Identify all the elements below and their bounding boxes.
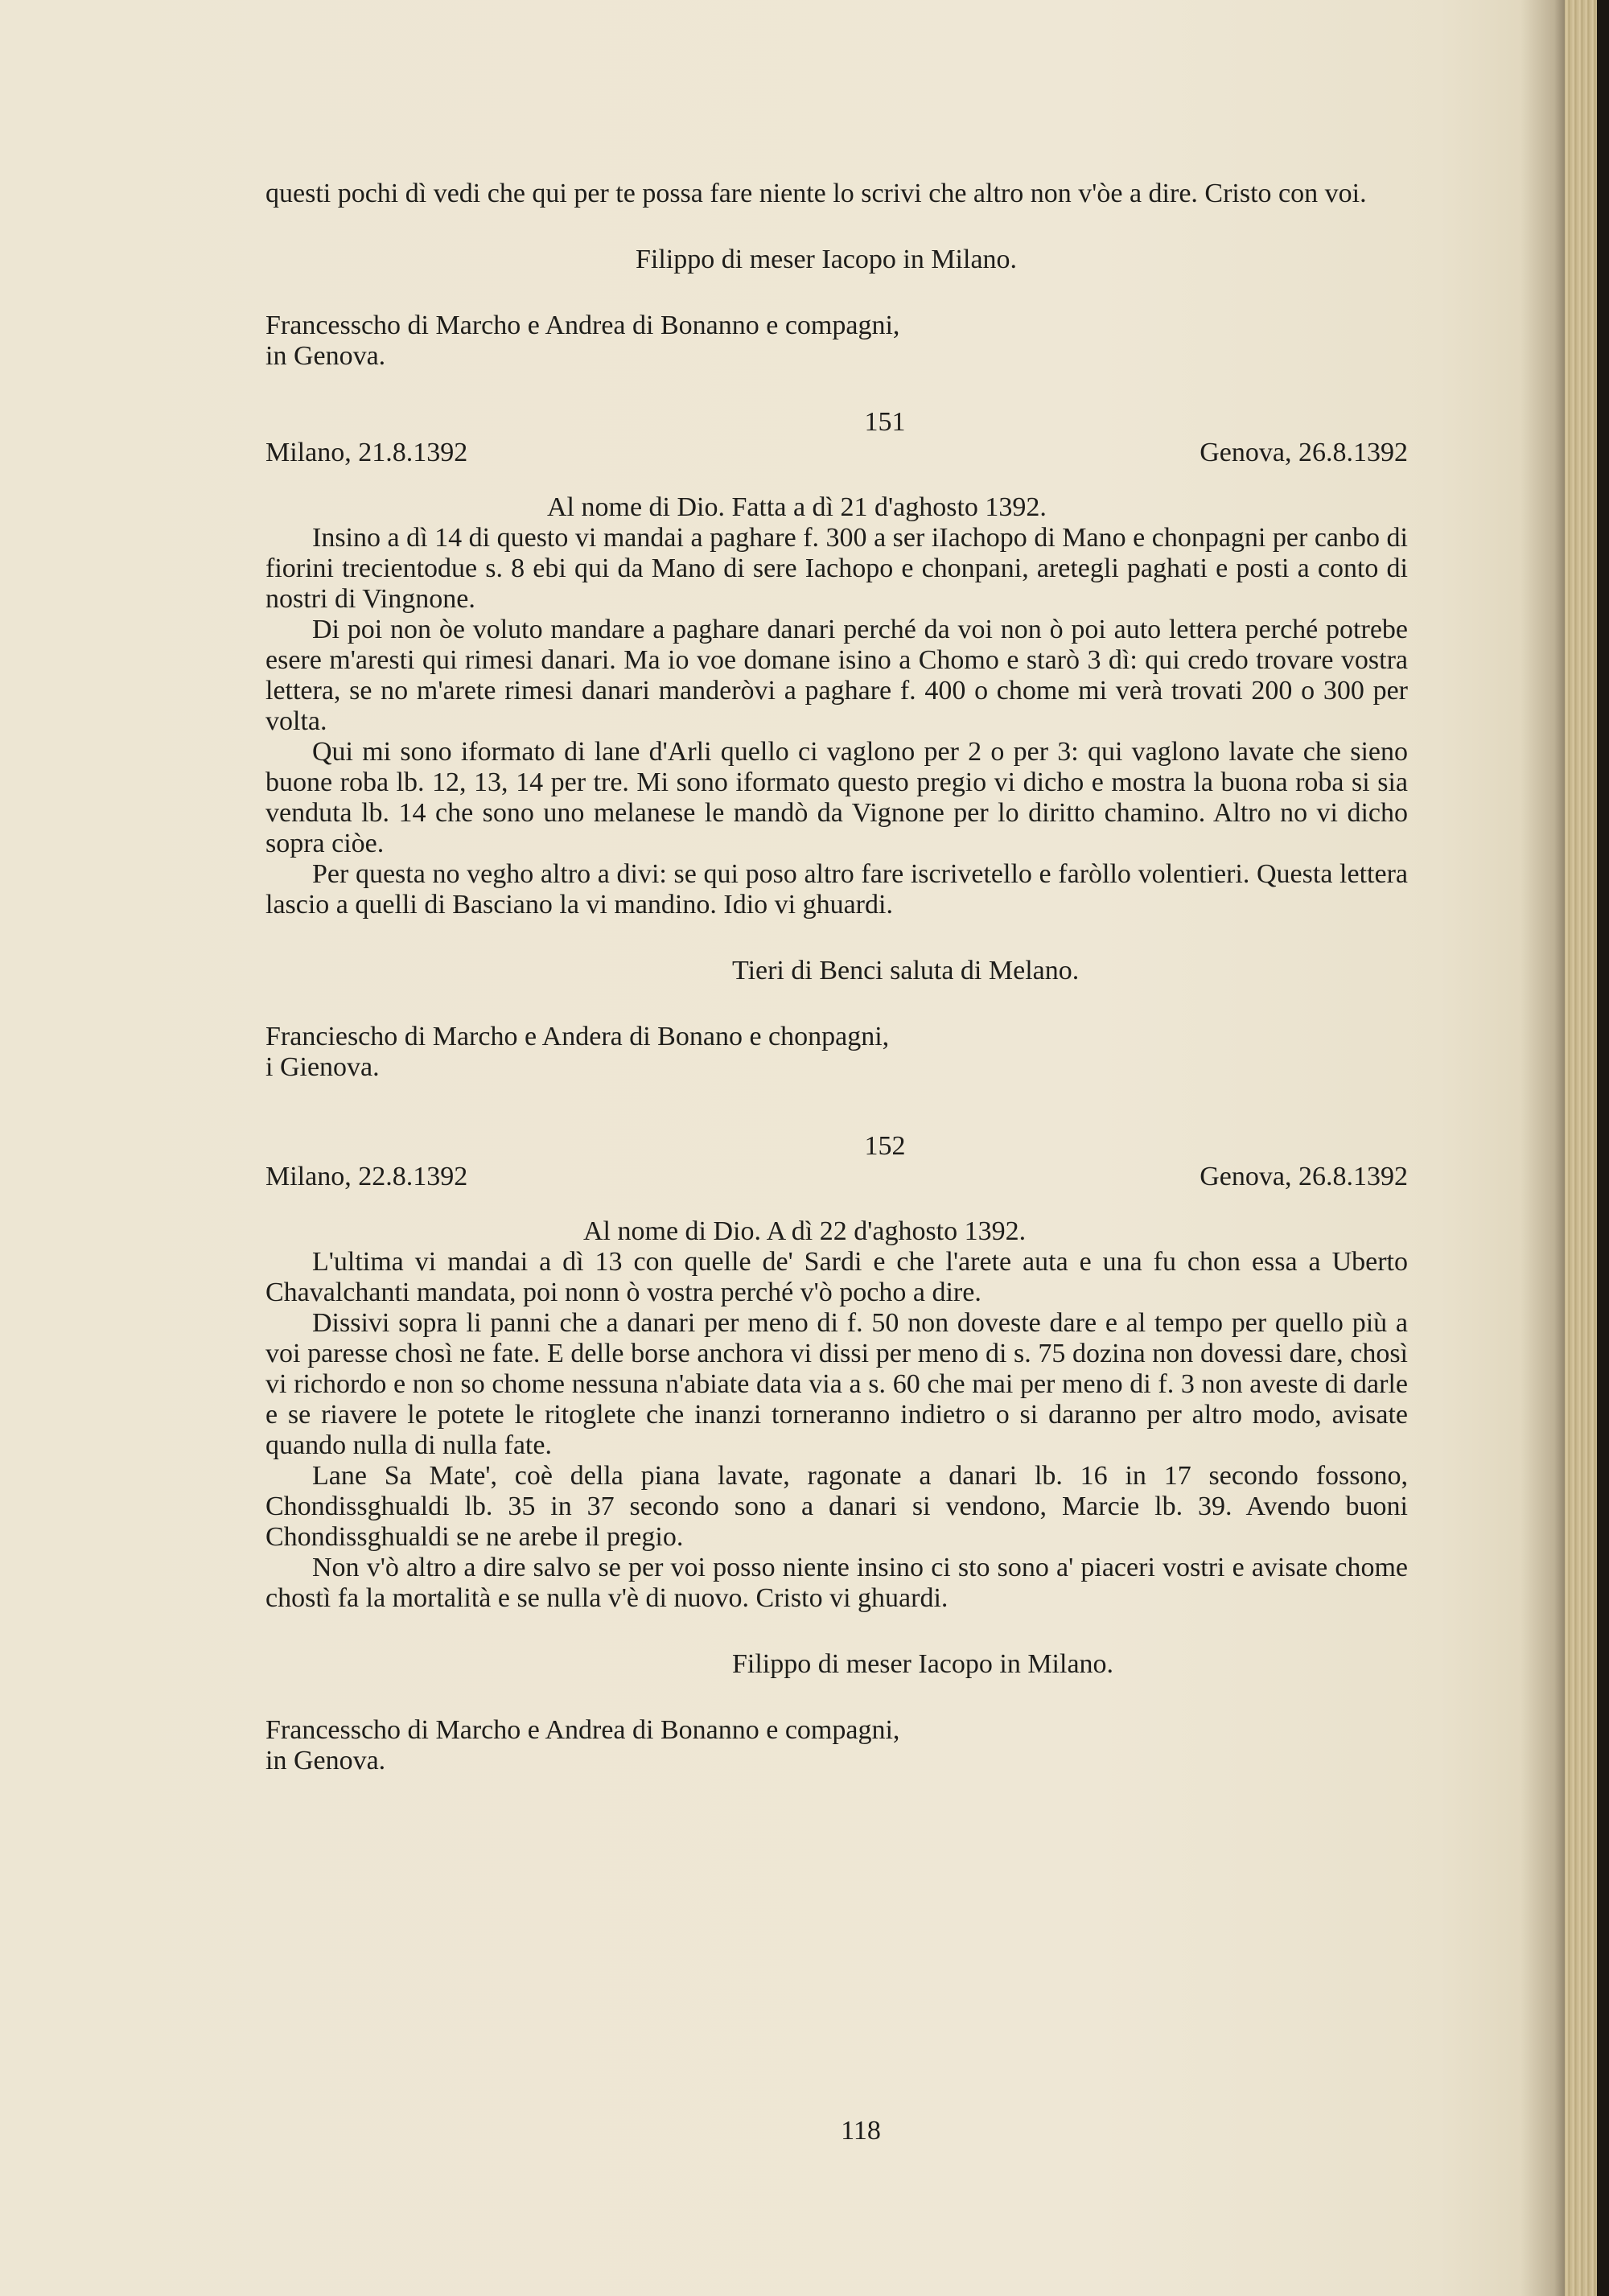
page-number: 118 bbox=[841, 2116, 881, 2146]
main-text bbox=[265, 179, 1408, 1776]
letter-151-origin-date: Milano, 21.8.1392 bbox=[265, 438, 468, 467]
letter-151-address-line2: i Gienova. bbox=[265, 1052, 380, 1082]
book-cover-edge bbox=[1597, 0, 1609, 2296]
page-edge-shadow bbox=[1521, 0, 1569, 2296]
letter-151-salutation: Al nome di Dio. Fatta a dì 21 d'aghosto 1392. bbox=[547, 492, 1047, 522]
letter-151-paragraph: Per questa no vegho altro a divi: se qui poso altro fare iscrivetello e faròllo volentieri. Questa lettera lascio a quelli di Basciano la vi mandino. Idio vi ghuardi. bbox=[265, 859, 1408, 920]
letter-152-address-line1: Francesscho di Marcho e Andrea di Bonanno e compagni, bbox=[265, 1715, 900, 1745]
letter-151-paragraph: Qui mi sono iformato di lane d'Arli quello ci vaglono per 2 o per 3: qui vaglono lavate che sieno buone roba lb. 12, 13, 14 per tre. Mi sono iformato questo pregio vi dicho e mostra la buona roba si sia venduta lb. 14 che sono uno melanese le mandò da Vignone per lo diritto chamino. Altro no vi dicho sopra ciòe. bbox=[265, 737, 1408, 858]
letter-152-paragraph: Non v'ò altro a dire salvo se per voi posso niente insino ci sto sono a' piaceri vostri e avisate chome chostì fa la mortalità e se nulla v'è di nuovo. Cristo vi ghuardi. bbox=[265, 1553, 1408, 1613]
letter-152-paragraph: Lane Sa Mate', coè della piana lavate, ragonate a danari lb. 16 in 17 secondo fossono, Chondissghualdi lb. 35 in 37 secondo sono a danari si vendono, Marcie lb. 39. Avendo buoni Chondissghualdi se ne arebe il pregio. bbox=[265, 1461, 1408, 1552]
intro-text: questi pochi dì vedi che qui per te possa fare niente lo scrivi che altro non v'òe a dire. Cristo con voi. bbox=[265, 179, 1367, 208]
letter-151-number: 151 bbox=[864, 407, 906, 437]
letter-152-paragraph: L'ultima vi mandai a dì 13 con quelle de' Sardi e che l'arete auta e una fu chon essa a Uberto Chavalchanti mandata, poi nonn ò vostra perché v'ò pocho a dire. bbox=[265, 1247, 1408, 1307]
letter-151-paragraph: Di poi non òe voluto mandare a paghare danari perché da voi non ò poi auto lettera perché potrebe esere m'aresti qui rimesi danari. Ma io voe domane isino a Chomo e starò 3 dì: qui credo trovare vostra lettera, se no m'arete rimesi danari manderòvi a paghare f. 400 o chome mi verà trovati 200 o 300 per volta. bbox=[265, 615, 1408, 736]
letter-152-arrival-date: Genova, 26.8.1392 bbox=[1200, 1162, 1408, 1191]
letter-152-signature: Filippo di meser Iacopo in Milano. bbox=[732, 1649, 1114, 1679]
letter-151-arrival-date: Genova, 26.8.1392 bbox=[1200, 438, 1408, 467]
intro-address-line1: Francesscho di Marcho e Andrea di Bonanno e compagni, bbox=[265, 311, 900, 340]
letter-152-origin-date: Milano, 22.8.1392 bbox=[265, 1162, 468, 1191]
letter-151-paragraph: Insino a dì 14 di questo vi mandai a paghare f. 300 a ser iIachopo di Mano e chonpagni per canbo di fiorini trecientodue s. 8 ebi qui da Mano di sere Iachopo e chonpani, aretegli paghati e posti a conto di nostri di Vingnone. bbox=[265, 523, 1408, 614]
letter-151-address-line1: Franciescho di Marcho e Andera di Bonano e chonpagni, bbox=[265, 1022, 890, 1051]
letter-152-dateline bbox=[265, 1162, 1408, 1192]
intro-signature: Filippo di meser Iacopo in Milano. bbox=[636, 245, 1018, 274]
letter-152-number: 152 bbox=[864, 1131, 906, 1161]
letter-151-signature: Tieri di Benci saluta di Melano. bbox=[732, 956, 1080, 985]
letter-151-dateline bbox=[265, 438, 1408, 468]
intro-address-line2: in Genova. bbox=[265, 341, 386, 371]
letter-152-address-line2: in Genova. bbox=[265, 1746, 386, 1775]
letter-152-salutation: Al nome di Dio. A dì 22 d'aghosto 1392. bbox=[583, 1216, 1027, 1246]
letter-152-paragraph: Dissivi sopra li panni che a danari per meno di f. 50 non doveste dare e al tempo per quello più a voi paresse chosì ne fate. E delle borse anchora vi dissi per meno di s. 75 dozina non dovessi dare, chosì vi richordo e non so chome nessuna n'abiate data via a s. 60 che mai per meno di f. 3 non aveste di darle e se riavere le potete le ritoglete che inanzi torneranno indietro o si daranno per altro modo, avisate quando nulla di nulla fate. bbox=[265, 1308, 1408, 1460]
